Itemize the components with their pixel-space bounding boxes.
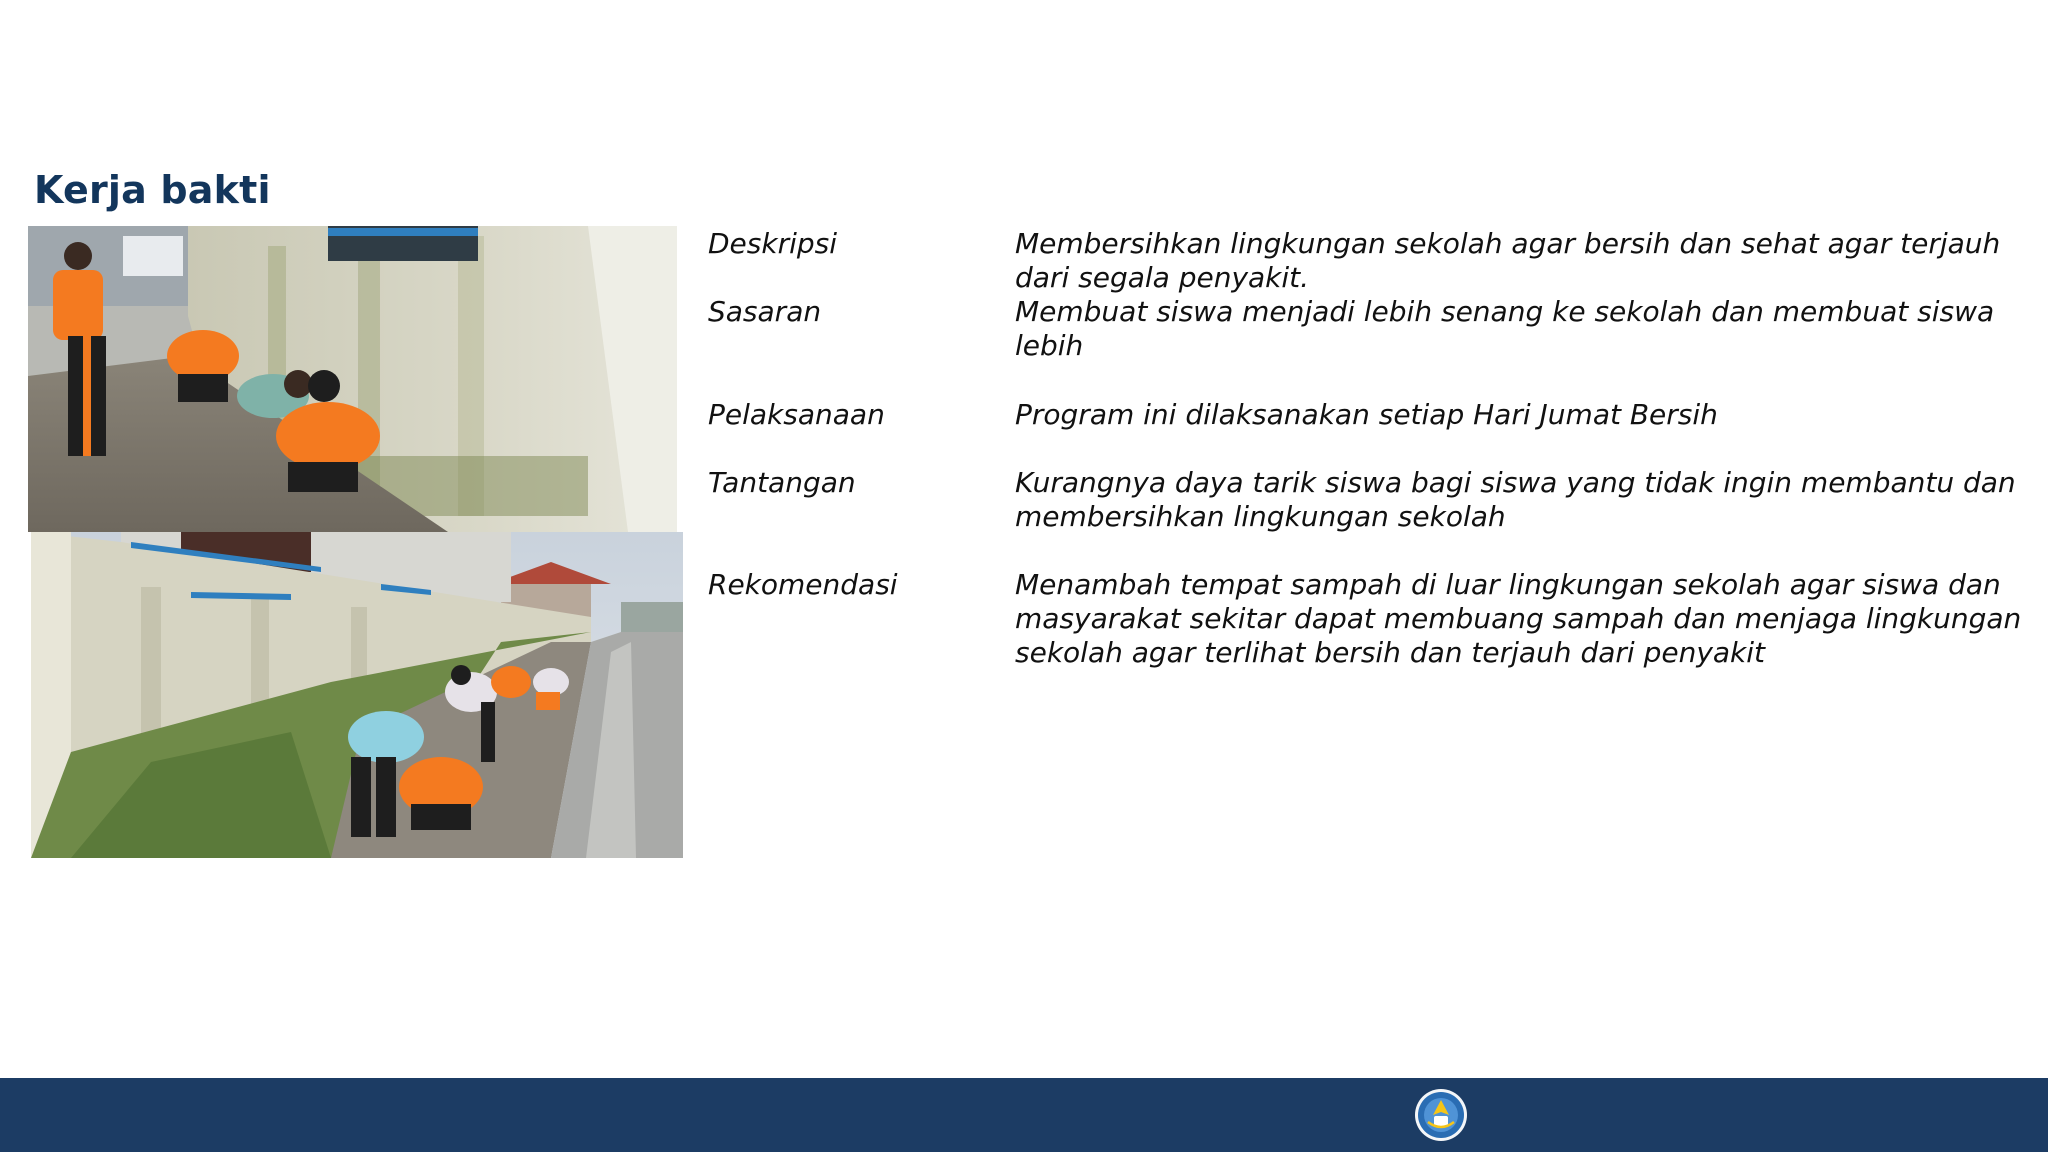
footer-bar — [0, 1078, 2048, 1152]
label-rekomendasi: Rekomendasi — [708, 568, 898, 601]
value-rekomendasi: Menambah tempat sampah di luar lingkungan sekolah agar siswa dan masyarakat sekitar dapat membuang sampah dan menjaga lingkungan sekolah agar terlihat bersih dan terjauh dari penyakit — [1015, 568, 2022, 669]
slide-title: Kerja bakti — [34, 168, 271, 212]
tut-wuri-handayani-emblem-icon — [1414, 1088, 1468, 1142]
value-sasaran: Membuat siswa menjadi lebih senang ke sekolah dan membuat siswa lebih — [1015, 295, 1995, 362]
label-deskripsi: Deskripsi — [708, 227, 838, 260]
value-pelaksanaan: Program ini dilaksanakan setiap Hari Jumat Bersih — [1015, 398, 1718, 431]
label-tantangan: Tantangan — [708, 466, 856, 499]
label-sasaran: Sasaran — [708, 295, 822, 328]
label-pelaksanaan: Pelaksanaan — [708, 398, 885, 431]
photo-students-cleaning-wall — [28, 226, 677, 532]
photo-students-roadside-cleaning — [31, 532, 683, 858]
value-tantangan: Kurangnya daya tarik siswa bagi siswa yang tidak ingin membantu dan membersihkan lingkungan sekolah — [1015, 466, 2016, 533]
value-deskripsi: Membersihkan lingkungan sekolah agar bersih dan sehat agar terjauh dari segala penyakit. — [1015, 227, 2001, 294]
